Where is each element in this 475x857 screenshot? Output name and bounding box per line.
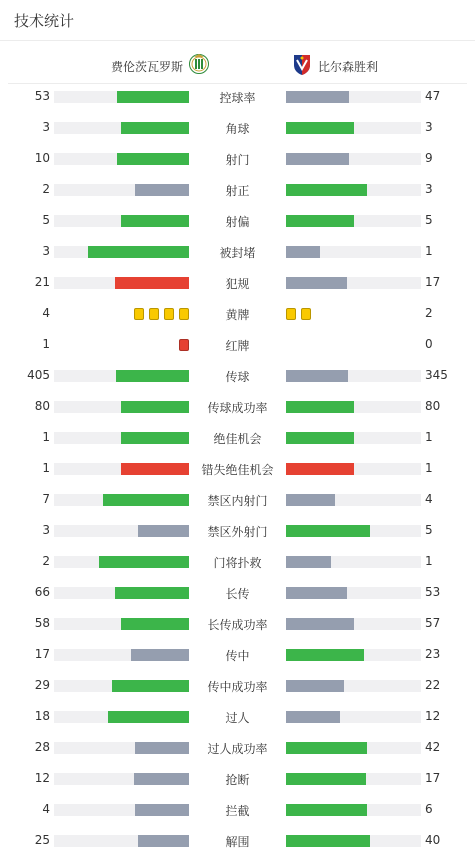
home-bar [115,587,189,599]
home-bar-track [54,649,189,661]
away-bar-track [286,649,421,661]
stat-row [0,81,475,112]
home-bar-track [54,773,189,785]
stat-label: 解围 [225,835,250,849]
away-bar-track [286,556,421,568]
home-value: 58 [34,616,50,630]
home-value: 10 [34,151,50,165]
stat-row [0,794,475,825]
stat-label: 传球 [225,370,250,384]
away-value: 9 [425,151,433,165]
stat-row [0,763,475,794]
stat-label: 过人成功率 [207,742,268,756]
away-bar-track [286,370,421,382]
home-bar-track [54,122,189,134]
home-cards [134,308,189,320]
stat-label: 射门 [225,153,250,167]
home-bar [135,742,189,754]
home-bar-track [54,742,189,754]
away-value: 80 [425,399,441,413]
home-bar [138,835,189,847]
away-bar [286,525,370,537]
away-bar [286,215,354,227]
stat-label: 长传成功率 [207,618,268,632]
stat-label: 拦截 [225,804,250,818]
stat-row [0,112,475,143]
away-value: 53 [425,585,441,599]
stat-row [0,453,475,484]
away-value: 47 [425,89,441,103]
stat-row [0,205,475,236]
away-bar-track [286,804,421,816]
home-bar [108,711,189,723]
home-value: 1 [42,461,50,475]
home-bar-track [54,835,189,847]
away-value: 4 [425,492,433,506]
away-value: 23 [425,647,441,661]
stat-row [0,732,475,763]
away-bar-track [286,711,421,723]
stat-label: 门将扑救 [213,556,262,570]
away-bar [286,122,354,134]
yellow-card-icon [301,308,311,320]
home-bar [121,122,189,134]
stat-label: 错失绝佳机会 [201,463,274,477]
home-bar-track [54,556,189,568]
home-value: 12 [34,771,50,785]
home-bar [121,463,189,475]
away-bar-track [286,742,421,754]
away-value: 2 [425,306,433,320]
away-bar [286,432,354,444]
away-bar [286,401,354,413]
stat-row [0,484,475,515]
away-value: 6 [425,802,433,816]
stat-row [0,422,475,453]
home-value: 53 [34,89,50,103]
away-bar [286,184,367,196]
home-value: 3 [42,523,50,537]
stat-label: 射偏 [225,215,250,229]
stat-label: 红牌 [225,339,250,353]
away-value: 1 [425,244,433,258]
home-bar-track [54,463,189,475]
home-bar-track [54,184,189,196]
away-value: 57 [425,616,441,630]
stat-label: 禁区外射门 [207,525,268,539]
away-value: 12 [425,709,441,723]
header [0,0,475,41]
stat-row [0,577,475,608]
away-value: 0 [425,337,433,351]
home-bar-track [54,525,189,537]
away-bar [286,618,354,630]
home-bar-track [54,277,189,289]
stat-row [0,174,475,205]
stat-row [0,670,475,701]
stat-label: 被封堵 [219,246,256,260]
stat-label: 控球率 [219,91,256,105]
teams-header [8,41,467,84]
home-bar-track [54,494,189,506]
home-value: 1 [42,337,50,351]
stat-row [0,639,475,670]
home-bar [121,401,189,413]
home-value: 29 [34,678,50,692]
home-bar-track [54,618,189,630]
stat-row [0,701,475,732]
home-team[interactable] [111,52,209,80]
home-value: 3 [42,244,50,258]
ferencvaros-crest-icon [189,52,209,80]
stat-row [0,267,475,298]
away-bar-track [286,432,421,444]
home-value: 18 [34,709,50,723]
away-bar-track [286,618,421,630]
stat-label: 抢断 [225,773,250,787]
yellow-card-icon [164,308,174,320]
home-bar [134,773,189,785]
stat-label: 黄牌 [225,308,250,322]
away-value: 3 [425,182,433,196]
stat-row [0,298,475,329]
stat-label: 角球 [225,122,250,136]
away-bar-track [286,215,421,227]
stat-label: 传中 [225,649,250,663]
away-team-name: 比尔森胜利 [318,59,379,74]
red-card-icon [179,339,189,351]
home-bar [115,277,189,289]
stat-label: 犯规 [225,277,250,291]
home-cards [179,339,189,351]
away-bar [286,556,331,568]
away-value: 345 [425,368,448,382]
stat-label: 过人 [225,711,250,725]
away-bar [286,804,367,816]
home-value: 25 [34,833,50,847]
stat-row [0,391,475,422]
stat-label: 传球成功率 [207,401,268,415]
away-bar-track [286,494,421,506]
home-bar-track [54,153,189,165]
stat-row [0,143,475,174]
away-bar-track [286,122,421,134]
away-value: 1 [425,430,433,444]
away-bar [286,246,320,258]
home-value: 21 [34,275,50,289]
away-cards [286,308,311,320]
away-value: 42 [425,740,441,754]
away-bar [286,649,364,661]
stat-label: 绝佳机会 [213,432,262,446]
stat-row [0,608,475,639]
home-bar [117,153,189,165]
away-bar-track [286,153,421,165]
home-bar [103,494,189,506]
home-bar [88,246,189,258]
home-bar-track [54,711,189,723]
away-bar [286,742,367,754]
stat-row [0,360,475,391]
page-title: 技术统计 [14,12,75,30]
away-bar [286,91,349,103]
away-bar [286,587,347,599]
stat-row [0,329,475,360]
stats-list [0,81,475,856]
away-bar-track [286,773,421,785]
yellow-card-icon [286,308,296,320]
stat-row [0,236,475,267]
away-bar [286,680,344,692]
away-value: 40 [425,833,441,847]
away-bar [286,711,340,723]
home-bar [121,432,189,444]
away-bar-track [286,277,421,289]
home-bar-track [54,215,189,227]
away-bar-track [286,401,421,413]
home-bar-track [54,370,189,382]
away-bar-track [286,246,421,258]
away-bar-track [286,680,421,692]
away-bar-track [286,525,421,537]
home-value: 405 [27,368,50,382]
away-bar [286,835,370,847]
stat-row [0,546,475,577]
away-value: 3 [425,120,433,134]
home-bar-track [54,246,189,258]
home-bar-track [54,432,189,444]
home-value: 1 [42,430,50,444]
away-bar-track [286,91,421,103]
home-value: 7 [42,492,50,506]
home-bar-track [54,91,189,103]
home-bar [116,370,189,382]
home-value: 17 [34,647,50,661]
yellow-card-icon [179,308,189,320]
home-bar [112,680,189,692]
home-team-name: 费伦茨瓦罗斯 [110,59,183,74]
home-bar [99,556,189,568]
viktoria-plzen-crest-icon [292,52,312,80]
away-bar [286,463,354,475]
away-bar-track [286,587,421,599]
away-team[interactable] [292,52,378,80]
home-bar [135,184,189,196]
home-bar [135,804,189,816]
yellow-card-icon [134,308,144,320]
stat-label: 长传 [225,587,250,601]
away-bar [286,153,349,165]
away-value: 17 [425,275,441,289]
home-bar-track [54,680,189,692]
home-value: 28 [34,740,50,754]
yellow-card-icon [149,308,159,320]
away-value: 1 [425,554,433,568]
away-value: 17 [425,771,441,785]
away-bar-track [286,835,421,847]
away-value: 5 [425,213,433,227]
home-bar-track [54,587,189,599]
home-bar [138,525,189,537]
home-bar-track [54,804,189,816]
home-value: 4 [42,802,50,816]
home-value: 3 [42,120,50,134]
away-bar-track [286,184,421,196]
home-value: 2 [42,554,50,568]
stat-label: 射正 [225,184,250,198]
away-value: 5 [425,523,433,537]
away-bar [286,370,348,382]
home-value: 5 [42,213,50,227]
away-value: 22 [425,678,441,692]
away-bar [286,277,347,289]
home-value: 2 [42,182,50,196]
home-value: 80 [34,399,50,413]
away-bar [286,494,335,506]
home-bar [121,215,189,227]
home-value: 66 [34,585,50,599]
stat-label: 禁区内射门 [207,494,268,508]
away-bar [286,773,366,785]
home-bar [131,649,189,661]
home-bar [117,91,189,103]
stat-row [0,515,475,546]
away-value: 1 [425,461,433,475]
away-bar-track [286,463,421,475]
home-bar [121,618,189,630]
home-value: 4 [42,306,50,320]
stat-row [0,825,475,856]
stat-label: 传中成功率 [207,680,268,694]
home-bar-track [54,401,189,413]
